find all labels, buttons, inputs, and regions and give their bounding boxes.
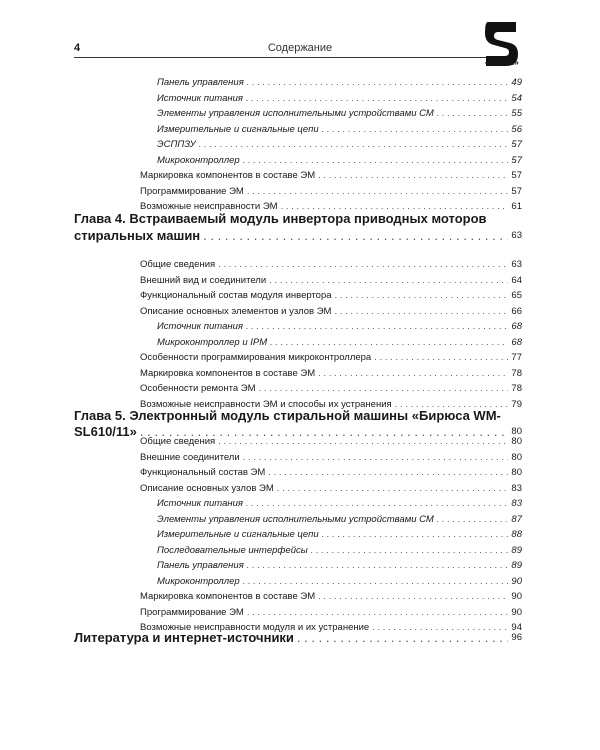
toc-entry-title: Элементы управления исполнительными устройствами СМ — [157, 108, 434, 119]
toc-entry[interactable] — [157, 108, 522, 120]
references-page: 96 — [511, 632, 522, 643]
dot-leader — [437, 108, 509, 120]
toc-entry-page: 57 — [511, 139, 522, 150]
toc-entry[interactable] — [140, 483, 522, 495]
toc-entry-title: Микроконтроллер — [157, 575, 240, 587]
toc-entry[interactable] — [140, 186, 522, 198]
toc-entry[interactable] — [140, 170, 522, 182]
dot-leader — [318, 591, 508, 603]
dot-leader — [318, 170, 508, 182]
running-title: Содержание — [267, 42, 333, 54]
toc-entry-page: 77 — [511, 352, 522, 363]
toc-entry-title: Элементы управления исполнительными устройствами СМ — [157, 513, 434, 525]
toc-entry[interactable] — [157, 337, 522, 349]
toc-entry[interactable] — [157, 77, 522, 89]
toc-entry-page: 64 — [511, 274, 522, 286]
toc-entry-title: Особенности ремонта ЭМ — [140, 383, 256, 394]
toc-entry-page: 55 — [511, 108, 522, 119]
toc-entry[interactable] — [157, 545, 522, 557]
toc-entry-page: 54 — [511, 92, 522, 104]
dot-leader — [259, 383, 509, 395]
chapter-title[interactable]: Глава 5. Электронный модуль стиральной машины «Бирюса WM- — [74, 408, 501, 423]
toc-entry-title: Программирование ЭМ — [140, 185, 244, 197]
dot-leader — [243, 576, 509, 588]
toc-entry-title: Источник питания — [157, 498, 243, 509]
dot-leader — [247, 186, 509, 198]
dot-leader — [218, 259, 508, 271]
toc-entry-title: Описание основных узлов ЭМ — [140, 482, 274, 494]
toc-entry[interactable] — [140, 467, 522, 479]
toc-entry[interactable] — [140, 452, 522, 464]
toc-entry-title: Функциональный состав ЭМ — [140, 467, 266, 478]
chapter-page: 80 — [511, 426, 522, 437]
toc-entry-title: Источник питания — [157, 92, 243, 104]
toc-entry-page: 80 — [511, 451, 522, 463]
dot-leader — [311, 545, 509, 557]
toc-entry-page: 68 — [511, 321, 522, 332]
toc-entry-page: 57 — [511, 185, 522, 197]
dot-leader — [270, 337, 508, 349]
toc-entry-title: Маркировка компонентов в составе ЭМ — [140, 591, 316, 602]
toc-entry-page: 90 — [511, 591, 522, 602]
references-title: Литература и интернет-источники — [74, 630, 294, 645]
chapter-page: 63 — [511, 230, 522, 241]
toc-entry[interactable] — [157, 514, 522, 526]
toc-entry[interactable] — [157, 498, 522, 510]
toc-entry-title: Общие сведения — [140, 436, 216, 447]
toc-entry-page: 68 — [511, 336, 522, 348]
toc-entry-page: 63 — [511, 259, 522, 270]
toc-entry[interactable] — [140, 383, 522, 395]
toc-entry-page: 57 — [511, 154, 522, 166]
toc-entry[interactable] — [140, 290, 522, 302]
toc-entry-page: 79 — [511, 398, 522, 410]
toc-entry[interactable] — [157, 155, 522, 167]
references-entry[interactable] — [74, 630, 522, 645]
dot-leader — [218, 436, 508, 448]
toc-entry-page: 89 — [511, 544, 522, 556]
toc-entry[interactable] — [157, 139, 522, 151]
toc-entry-page: 83 — [511, 482, 522, 494]
toc-entry-title: Измерительные и сигнальные цепи — [157, 529, 319, 540]
dot-leader — [374, 352, 508, 364]
toc-entry-title: ЭСППЗУ — [157, 139, 196, 150]
toc-entry-title: Особенности программирования микроконтроллера — [140, 352, 372, 363]
toc-entry-title: Внешний вид и соединители — [140, 274, 267, 286]
toc-entry[interactable] — [140, 436, 522, 448]
toc-entry-title: Маркировка компонентов в составе ЭМ — [140, 170, 316, 181]
dot-leader — [243, 452, 509, 464]
toc-entry-title: Источник питания — [157, 321, 243, 332]
dot-leader — [334, 306, 508, 318]
toc-entry[interactable] — [157, 529, 522, 541]
chapter-title-continued: SL610/11» — [74, 424, 137, 439]
dot-leader — [269, 275, 508, 287]
dot-leader — [318, 368, 508, 380]
toc-entry-page: 90 — [511, 575, 522, 587]
toc-entry[interactable] — [140, 352, 522, 364]
toc-entry-page: 94 — [511, 622, 522, 633]
toc-entry-title: Функциональный состав модуля инвертора — [140, 290, 332, 301]
toc-entry-page: 66 — [511, 305, 522, 317]
toc-entry-title: Общие сведения — [140, 259, 216, 270]
toc-entry-title: Панель управления — [157, 77, 244, 88]
toc-entry[interactable] — [157, 321, 522, 333]
toc-entry[interactable] — [157, 560, 522, 572]
dot-leader — [322, 529, 509, 541]
dot-leader — [246, 498, 508, 510]
toc-entry-page: 56 — [511, 123, 522, 135]
dot-leader — [322, 124, 509, 136]
toc-entry-page: 89 — [511, 560, 522, 571]
toc-entry-title: Программирование ЭМ — [140, 606, 244, 618]
toc-entry-page: 83 — [511, 498, 522, 509]
toc-entry[interactable] — [140, 259, 522, 271]
publisher-logo-caption: «солон» — [484, 58, 520, 67]
dot-leader — [277, 483, 509, 495]
toc-entry-title: Маркировка компонентов в составе ЭМ — [140, 367, 316, 379]
chapter-entry[interactable] — [74, 228, 522, 243]
toc-entry[interactable] — [157, 576, 522, 588]
dot-leader — [247, 607, 509, 619]
dot-leader — [268, 467, 508, 479]
toc-entry[interactable] — [140, 368, 522, 380]
dot-leader — [247, 560, 509, 572]
page-number: 4 — [74, 42, 81, 54]
chapter-title[interactable]: Глава 4. Встраиваемый модуль инвертора приводных моторов — [74, 211, 487, 226]
dot-leader — [203, 228, 508, 243]
toc-entry[interactable] — [140, 607, 522, 619]
dot-leader — [246, 321, 508, 333]
toc-entry-page: 88 — [511, 529, 522, 540]
toc-entry[interactable] — [140, 591, 522, 603]
toc-entry-page: 61 — [511, 201, 522, 212]
dot-leader — [437, 514, 509, 526]
toc-entry[interactable] — [140, 306, 522, 318]
toc-entry-title: Возможные неисправности ЭМ — [140, 201, 278, 212]
dot-leader — [297, 630, 508, 645]
toc-entry-page: 87 — [511, 513, 522, 525]
toc-entry-page: 49 — [511, 77, 522, 88]
toc-entry-title: Описание основных элементов и узлов ЭМ — [140, 305, 332, 317]
toc-entry-page: 80 — [511, 467, 522, 478]
toc-entry-page: 80 — [511, 436, 522, 447]
dot-leader — [199, 139, 509, 151]
toc-entry-title: Последовательные интерфейсы — [157, 544, 308, 556]
dot-leader — [335, 290, 509, 302]
toc-entry-title: Микроконтроллер — [157, 154, 240, 166]
toc-entry-page: 90 — [511, 606, 522, 618]
toc-entry[interactable] — [140, 275, 522, 287]
toc-entry-title: Микроконтроллер и IPM — [157, 336, 268, 348]
toc-entry-page: 78 — [511, 383, 522, 394]
toc-entry-title: Измерительные и сигнальные цепи — [157, 123, 319, 135]
toc-entry-page: 78 — [511, 367, 522, 379]
dot-leader — [247, 77, 509, 89]
toc-entry[interactable] — [157, 124, 522, 136]
toc-entry-page: 57 — [511, 170, 522, 181]
chapter-title-continued: стиральных машин — [74, 228, 201, 243]
toc-entry-title: Панель управления — [157, 560, 244, 571]
toc-entry-title: Возможные неисправности ЭМ и способы их устранения — [140, 398, 392, 410]
toc-entry-title: Возможные неисправности модуля и их устранение — [140, 622, 370, 633]
toc-entry-page: 65 — [511, 290, 522, 301]
toc-entry[interactable] — [157, 93, 522, 105]
toc-entry-title: Внешние соединители — [140, 451, 240, 463]
dot-leader — [246, 93, 508, 105]
dot-leader — [243, 155, 509, 167]
